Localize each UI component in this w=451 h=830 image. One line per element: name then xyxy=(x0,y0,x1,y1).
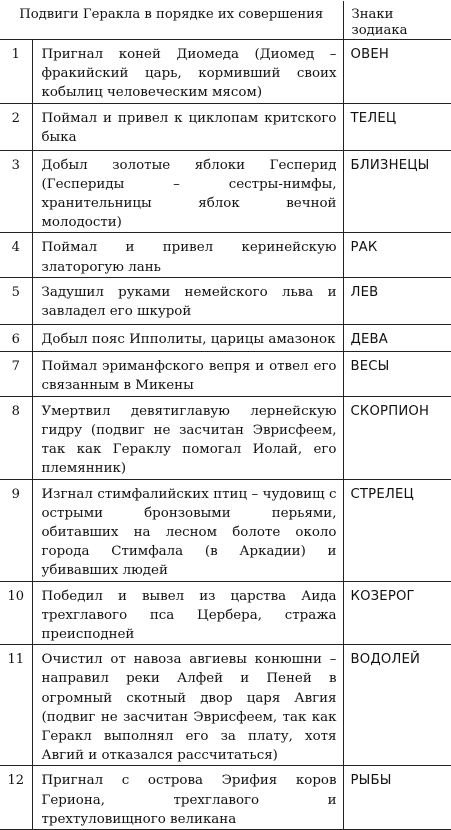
table-row xyxy=(0,233,451,277)
row-number: 5 xyxy=(0,277,32,324)
table-row xyxy=(0,277,451,324)
zodiac-sign-cell: СКОРПИОН xyxy=(343,396,451,479)
labour-cell: Пригнал с острова Эрифия коров Гериона, трехглавого и трехтуловищного великана xyxy=(32,766,343,830)
row-number: 8 xyxy=(0,396,32,479)
labour-cell: Очистил от навоза авгиевы конюшни – направил реки Алфей и Пеней в огромный скотный двор царя Авгия (подвиг не засчитан Эврисфеем, так как Геракл выполнял его за плату, хотя Авгий и отказался рассчитаться) xyxy=(32,645,343,766)
zodiac-sign-cell: РЫБЫ xyxy=(343,766,451,830)
table-row xyxy=(0,766,451,830)
labour-cell: Поймал и привел к циклопам критского быка xyxy=(32,103,343,150)
table-row xyxy=(0,40,451,104)
labour-cell: Победил и вывел из царства Аида трехглавого пса Цербера, стража преисподней xyxy=(32,581,343,645)
table-row xyxy=(0,581,451,645)
zodiac-sign-cell: ЛЕВ xyxy=(343,277,451,324)
row-number: 11 xyxy=(0,645,32,766)
header-labours: Подвиги Геракла в порядке их совершения xyxy=(0,1,343,40)
zodiac-sign-cell: КОЗЕРОГ xyxy=(343,581,451,645)
labour-cell: Поймал эриманфского вепря и отвел его связанным в Микены xyxy=(32,351,343,396)
row-number: 4 xyxy=(0,233,32,277)
zodiac-sign-cell: ДЕВА xyxy=(343,324,451,351)
zodiac-sign-cell: ВЕСЫ xyxy=(343,351,451,396)
row-number: 1 xyxy=(0,40,32,104)
row-number: 7 xyxy=(0,351,32,396)
labour-cell: Добыл пояс Ипполиты, царицы амазонок xyxy=(32,324,343,351)
zodiac-sign-cell: ВОДОЛЕЙ xyxy=(343,645,451,766)
table-row xyxy=(0,351,451,396)
zodiac-sign-cell: РАК xyxy=(343,233,451,277)
row-number: 10 xyxy=(0,581,32,645)
header-signs: Знаки зодиака xyxy=(343,1,451,40)
table-row xyxy=(0,645,451,766)
table-row xyxy=(0,396,451,479)
zodiac-sign-cell: ОВЕН xyxy=(343,40,451,104)
row-number: 3 xyxy=(0,150,32,233)
labour-cell: Добыл золотые яблоки Гесперид (Геспериды – сестры-нимфы, хранительницы яблок вечной молодости) xyxy=(32,150,343,233)
table-row xyxy=(0,103,451,150)
labour-cell: Умертвил девятиглавую лернейскую гидру (подвиг не засчитан Эврисфеем, так как Гераклу помогал Иолай, его племянник) xyxy=(32,396,343,479)
labour-cell: Задушил руками немейского льва и завладел его шкурой xyxy=(32,277,343,324)
row-number: 12 xyxy=(0,766,32,830)
row-number: 6 xyxy=(0,324,32,351)
table-row xyxy=(0,479,451,581)
table-header-row xyxy=(0,1,451,40)
labour-cell: Поймал и привел керинейскую златорогую лань xyxy=(32,233,343,277)
zodiac-sign-cell: БЛИЗНЕЦЫ xyxy=(343,150,451,233)
labour-cell: Пригнал коней Диомеда (Диомед – фракийский царь, кормивший своих кобылиц человеческим мясом) xyxy=(32,40,343,104)
row-number: 2 xyxy=(0,103,32,150)
zodiac-sign-cell: ТЕЛЕЦ xyxy=(343,103,451,150)
labour-cell: Изгнал стимфалийских птиц – чудовищ с острыми бронзовыми перьями, обитавших на лесном болоте около города Стимфала (в Аркадии) и убивавших людей xyxy=(32,479,343,581)
table-row xyxy=(0,150,451,233)
table-row xyxy=(0,324,451,351)
labours-zodiac-table xyxy=(0,1,451,830)
row-number: 9 xyxy=(0,479,32,581)
zodiac-sign-cell: СТРЕЛЕЦ xyxy=(343,479,451,581)
